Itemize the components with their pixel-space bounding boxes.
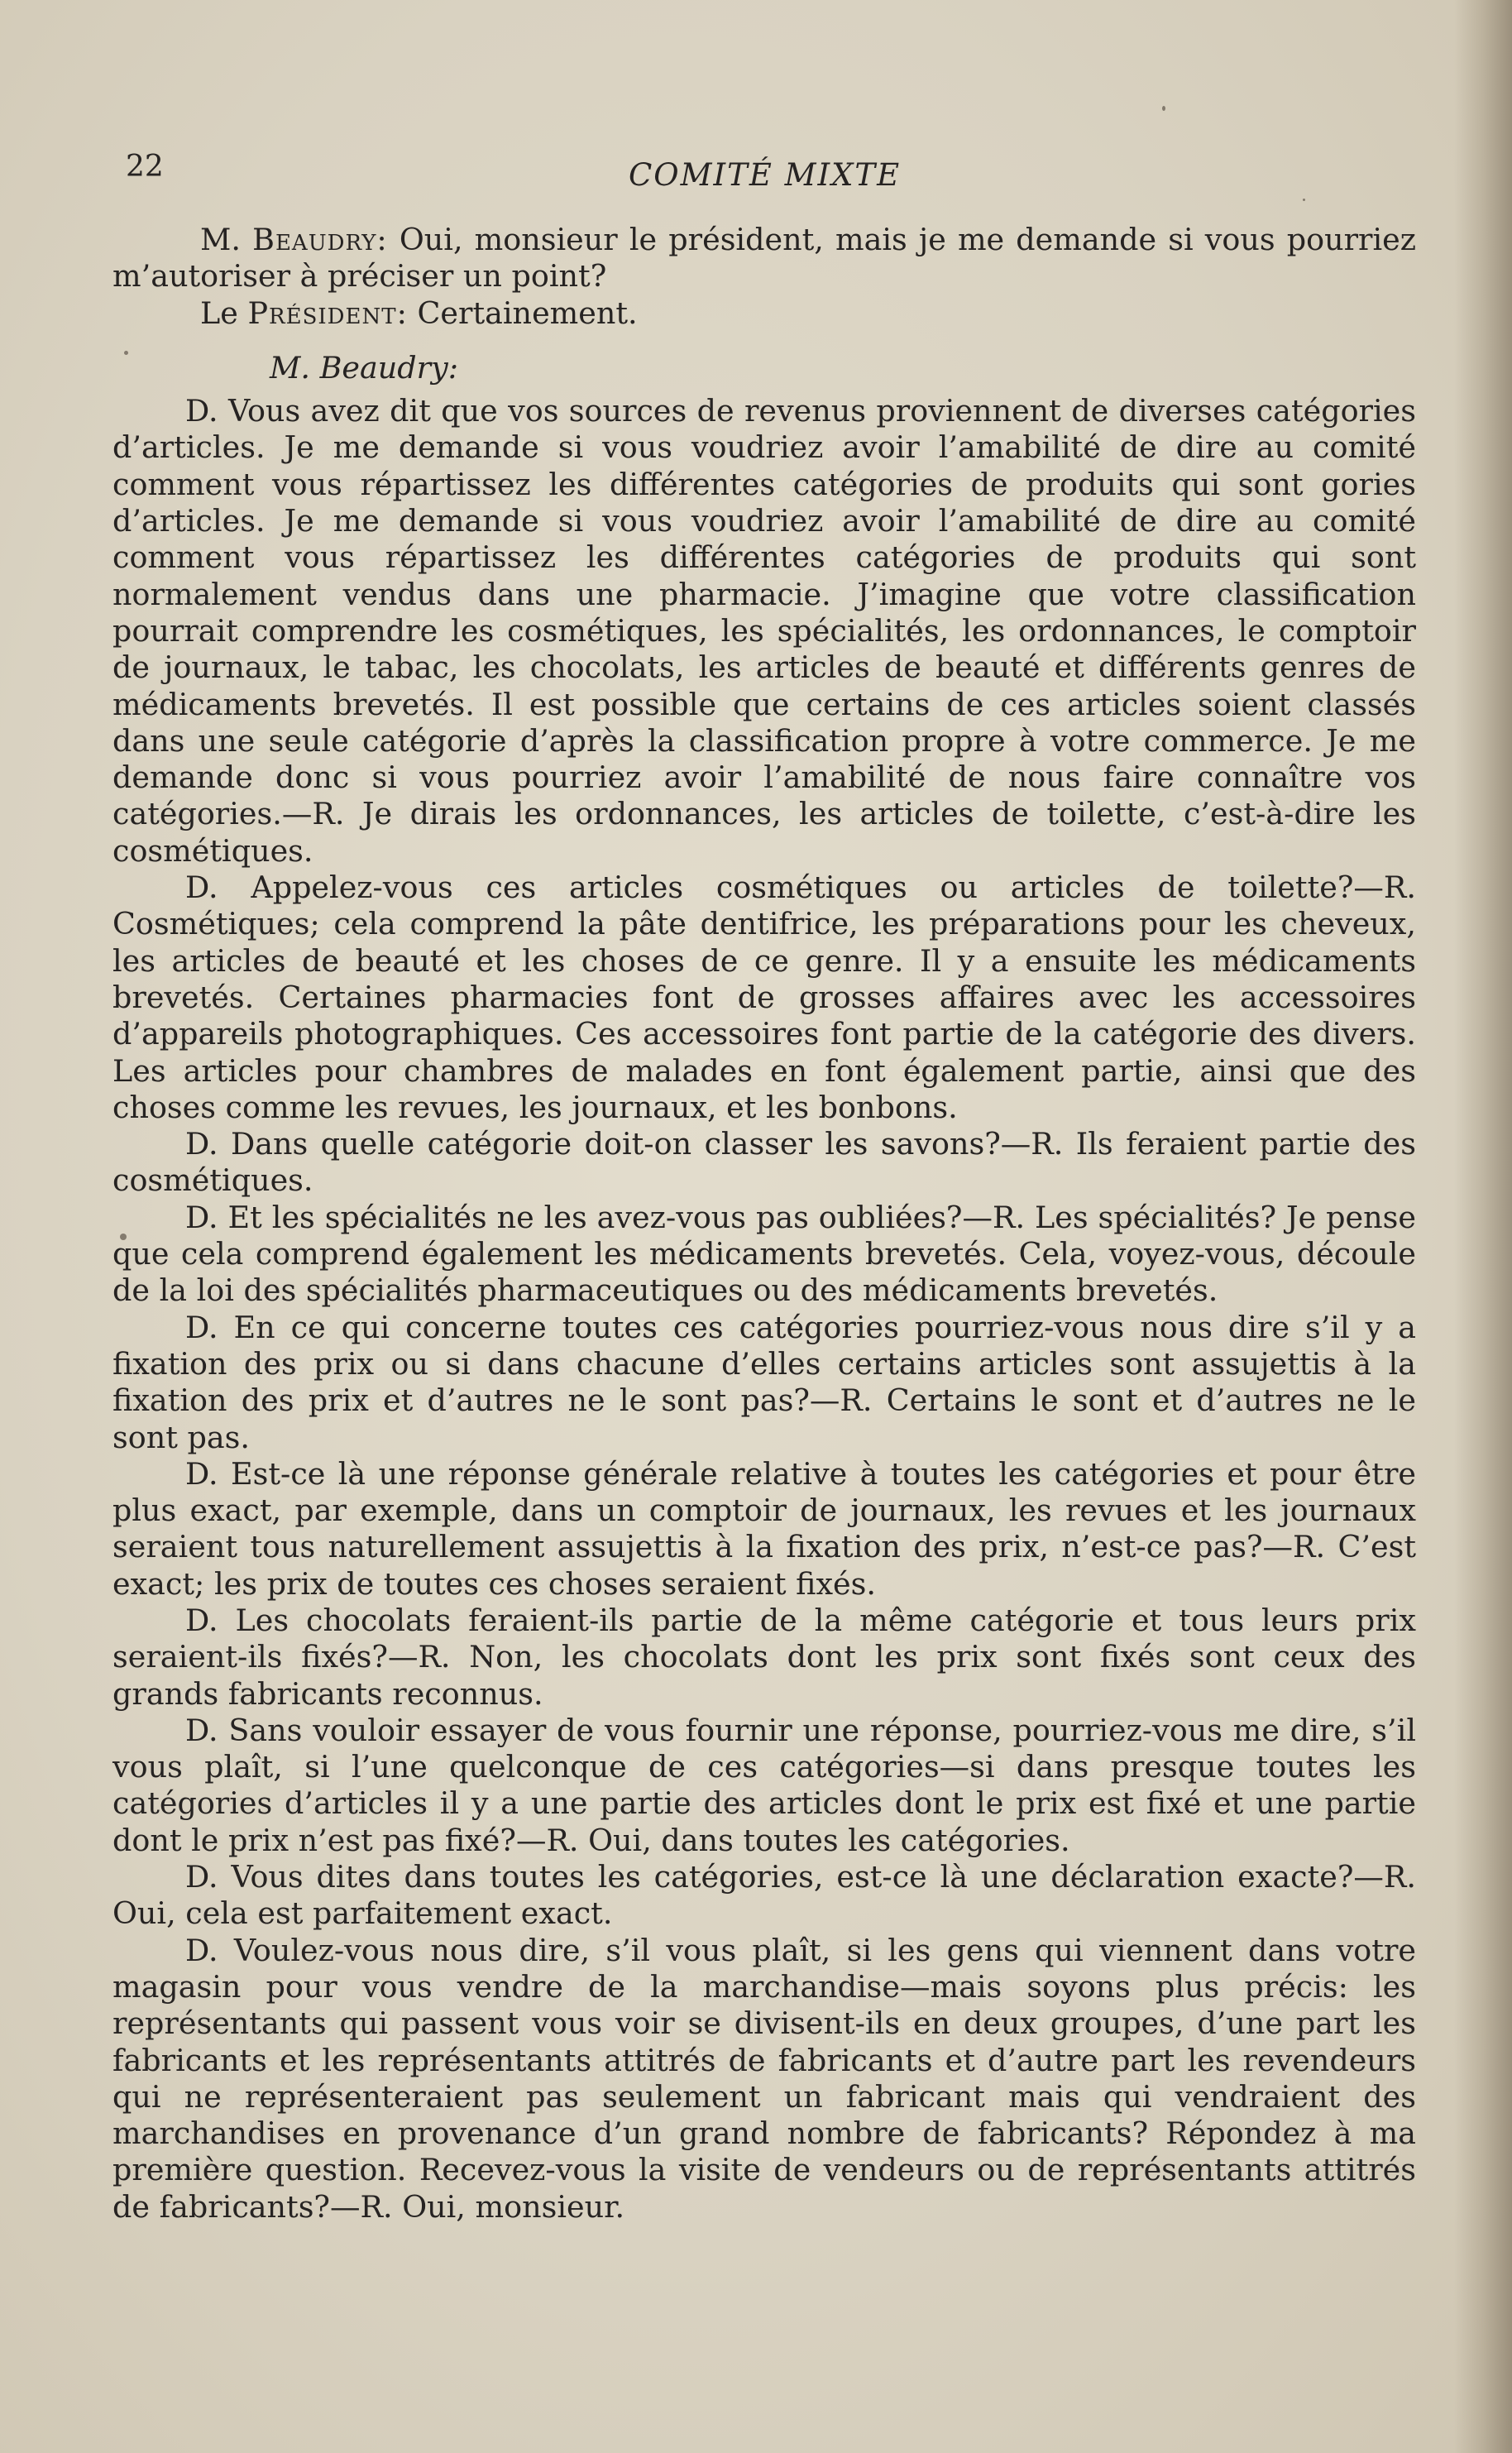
question-answer-paragraph: D. Est-ce là une réponse générale relative à toutes les catégories et pour être plus exact, par exemple, dans un comptoir de journaux, les revues et les journaux seraient tous naturellement assujettis à la fixation des prix, n’est-ce pas?—R. C’est exact; les prix de toutes ces choses seraient fixés.	[112, 1455, 1416, 1602]
speaker-text: Oui, monsieur le président, mais je me demande si vous pourriez m’autoriser à préciser un point?	[112, 222, 1417, 295]
president-text: Certainement.	[407, 295, 638, 331]
page-number: 22	[126, 150, 164, 184]
question-answer-paragraph: D. Sans vouloir essayer de vous fournir une réponse, pourriez-vous me dire, s’il vous plaît, si l’une quelconque de ces catégories—si dans presque toutes les catégories d’articles il y a une partie des articles dont le prix est fixé et une partie dont le prix n’est pas fixé?—R. Oui, dans toutes les catégories.	[112, 1712, 1416, 1858]
print-speck	[1303, 199, 1305, 201]
speaker-prefix: M.	[200, 222, 253, 257]
question-answer-paragraph: D. Et les spécialités ne les avez-vous pas oubliées?—R. Les spécialités? Je pense que cela comprend également les médicaments brevetés. Cela, voyez-vous, découle de la loi des spécialités pharmaceutiques ou des médicaments brevetés.	[112, 1199, 1416, 1309]
question-answer-paragraph: D. Voulez-vous nous dire, s’il vous plaît, si les gens qui viennent dans votre magasin pour vous vendre de la marchandise—mais soyons plus précis: les représentants qui passent vous voir se divisent-ils en deux groupes, d’une part les fabricants et les représentants attitrés de fabricants et d’autre part les revendeurs qui ne représenteraient pas seulement un fabricant mais qui vendraient des marchandises en provenance d’un grand nombre de fabricants? Répondez à ma première question. Recevez-vous la visite de vendeurs ou de représentants attitrés de fabricants?—R. Oui, monsieur.	[112, 1932, 1416, 2225]
question-answer-paragraph: D. Vous dites dans toutes les catégories, est-ce là une déclaration exacte?—R. Oui, cela est parfaitement exact.	[112, 1859, 1416, 1932]
president-prefix: Le	[200, 295, 248, 331]
speaker-name: Beaudry:	[252, 222, 388, 257]
question-answer-paragraph: D. En ce qui concerne toutes ces catégories pourriez-vous nous dire s’il y a fixation des prix ou si dans chacune d’elles certains articles sont assujettis à la fixation des prix et d’autres ne le sont pas?—R. Certains le sont et d’autres ne le sont pas.	[112, 1309, 1416, 1455]
print-speck	[1162, 106, 1165, 111]
page-edge-shadow	[1454, 0, 1512, 2453]
question-answer-paragraph: D. Dans quelle catégorie doit-on classer les savons?—R. Ils feraient partie des cosmétiques.	[112, 1126, 1416, 1199]
question-answer-paragraph: D. Appelez-vous ces articles cosmétiques ou articles de toilette?—R. Cosmétiques; cela comprend la pâte dentifrice, les préparations pour les cheveux, les articles de beauté et les choses de ce genre. Il y a ensuite les médicaments brevetés. Certaines pharmacies font de grosses affaires avec les accessoires d’appareils photographiques. Ces accessoires font partie de la catégorie des divers. Les articles pour chambres de malades en font également partie, ainsi que des choses comme les revues, les journaux, et les bonbons.	[112, 870, 1416, 1125]
running-head: COMITÉ MIXTE	[629, 157, 902, 193]
witness-heading: M. Beaudry:	[270, 349, 459, 386]
president-name: Président:	[247, 295, 408, 331]
question-answer-paragraph: D. Vous avez dit que vos sources de revenus proviennent de diverses catégories d’articles. Je me demande si vous voudriez avoir l’amabilité de dire au comité comment vous répartissez les différentes catégories de produits qui sont gories d’articles. Je me demande si vous voudriez avoir l’amabilité de dire au comité comment vous répartissez les différentes catégories de produits qui sont normalement vendus dans une pharmacie. J’imagine que votre classification pourrait comprendre les cosmétiques, les spécialités, les ordonnances, le comptoir de journaux, le tabac, les chocolats, les articles de beauté et différents genres de médicaments brevetés. Il est possible que certains de ces articles soient classés dans une seule catégorie d’après la classification propre à votre commerce. Je me demande donc si vous pourriez avoir l’amabilité de nous faire connaître vos catégories.—R. Je dirais les ordonnances, les articles de toilette, c’est-à-dire les cosmétiques.	[112, 393, 1416, 869]
speaker-beaudry-line	[112, 222, 1416, 295]
question-answer-paragraph: D. Les chocolats feraient-ils partie de la même catégorie et tous leurs prix seraient-ils fixés?—R. Non, les chocolats dont les prix sont fixés sont ceux des grands fabricants reconnus.	[112, 1602, 1416, 1712]
speaker-president-line	[112, 295, 1416, 332]
transcript-body	[112, 222, 1416, 2225]
